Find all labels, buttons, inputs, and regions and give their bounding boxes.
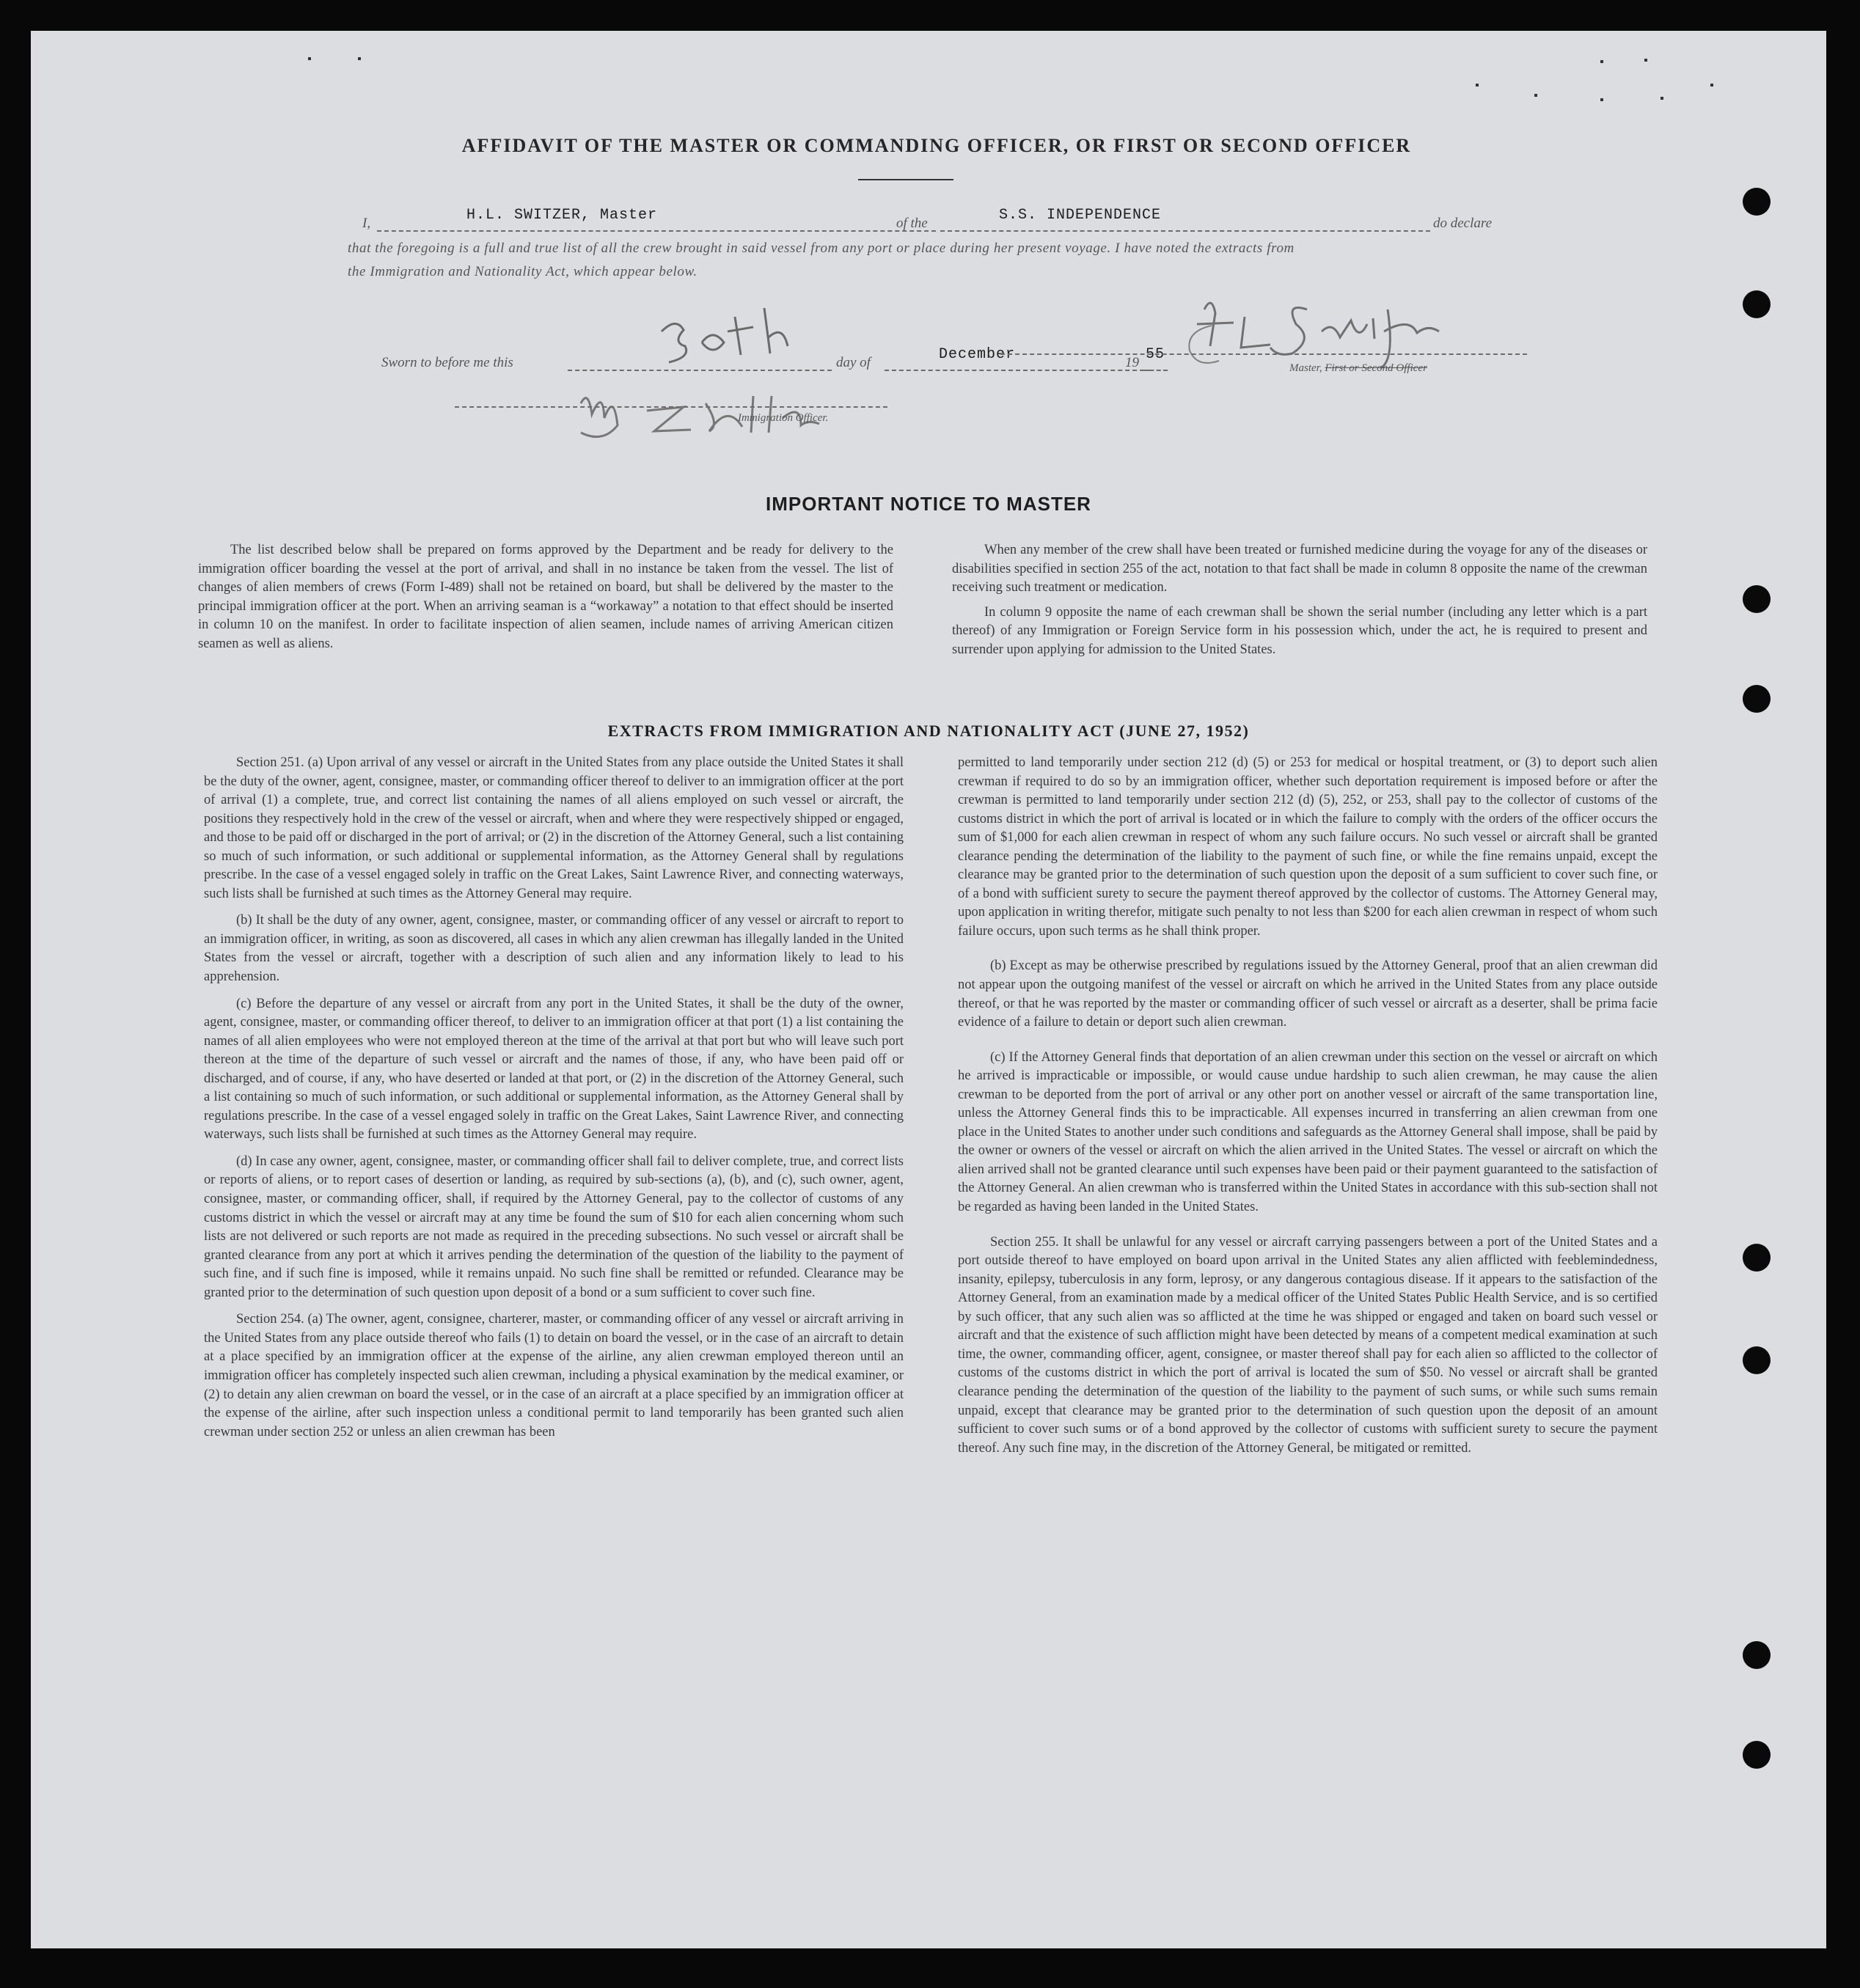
binder-hole — [1743, 1244, 1771, 1272]
signer-title-label — [1289, 362, 1427, 375]
year-value: 55 — [1146, 346, 1165, 363]
do-declare-label: do declare — [1433, 216, 1493, 231]
day-of-label: day of — [836, 355, 871, 370]
scan-speck — [1644, 59, 1647, 62]
name-line — [377, 230, 936, 232]
extracts-title: EXTRACTS FROM IMMIGRATION AND NATIONALITY ACT (JUNE 27, 1952) — [607, 722, 1250, 740]
scan-speck — [1476, 84, 1479, 87]
section-251-a: Section 251. (a) Upon arrival of any vessel or aircraft in the United States from any place outside the United States it shall be the duty of the owner, agent, consignee, master, or commanding officer thereof to deliver to an immigration officer at the port of arrival (1) a complete, true, and correct list containing the names of all aliens employed on such vessel or aircraft, the positions they respectively hold in the crew of the vessel or aircraft, when and where they were respectively shipped or engaged, and those to be paid off or discharged in the port of arrival; or (2) in the discretion of the Attorney General, such a list containing so much of such information, or such additional or supplemental information, as the Attorney General shall by regulations prescribe. In the case of a vessel engaged solely in traffic on the Great Lakes, Saint Lawrence River, and connecting waterways, such lists shall be furnished at such times as the Attorney General may require. — [204, 755, 904, 901]
of-the-label: of the — [896, 216, 928, 231]
month-line — [885, 370, 1151, 371]
i-label: I, — [362, 216, 371, 231]
year-line — [1143, 370, 1168, 371]
affidavit-title: AFFIDAVIT OF THE MASTER OR COMMANDING OFFICER, OR FIRST OR SECOND OFFICER — [461, 135, 1412, 156]
scan-speck — [1600, 98, 1603, 101]
declaration-line-1: that the foregoing is a full and true list of all the crew brought in said vessel from any port or place during her present voyage. I have noted the extracts from — [348, 241, 1295, 256]
extracts-left-column — [204, 754, 904, 1450]
vessel-name: S.S. INDEPENDENCE — [999, 207, 1162, 224]
binder-hole — [1743, 1741, 1771, 1769]
section-251-d: (d) In case any owner, agent, consignee, master, or commanding officer shall fail to deliver complete, true, and correct lists or reports of aliens, or to report cases of desertion or landing, as required by sub-sections (a), (b), and (c), such owner, agent, consignee, master, or commanding officer, shall, if required by the Attorney General, pay to the collector of customs of any customs district in which the vessel or aircraft may at any time be found the sum of $10 for each alien concerning whom such lists are not delivered or such reports are not made as required in the preceding subsections. No such vessel or aircraft shall be granted clearance from any port at which it arrives pending the determination of the question of the liability to the payment of such fine, and if such fine is imposed, while it remains unpaid. No such fine shall be remitted or refunded. Clearance may be granted prior to the determination of such question upon deposit of a bond or a sum sufficient to cover such fine. — [204, 1153, 904, 1300]
month-value: December — [939, 346, 1016, 363]
section-254-a: Section 254. (a) The owner, agent, consignee, charterer, master, or commanding officer of any vessel or aircraft arriving in the United States from any place outside thereof who fails (1) to detain on board the vessel, or in the case of an aircraft to detain at a place specified by an immigration officer at the expense of the airline, any alien crewman employed thereon until an immigration officer has completely inspected such alien crewman, including a physical examination by the medical examiner, or (2) to detain any alien crewman on board the vessel, or in the case of an aircraft at a place specified by an immigration officer at the expense of the airline, after such inspection unless a conditional permit to land temporarily has been granted such alien crewman under section 252 or unless an alien crewman has been — [204, 1312, 904, 1439]
day-handwriting — [654, 302, 823, 375]
signer-title: Master, — [1289, 362, 1322, 374]
signature-line — [1000, 353, 1527, 355]
sworn-label: Sworn to before me this — [381, 355, 513, 370]
declaration-line-2: the Immigration and Nationality Act, which appear below. — [348, 264, 698, 279]
scan-speck — [1710, 84, 1713, 87]
scan-speck — [358, 57, 361, 60]
section-251-c: (c) Before the departure of any vessel or aircraft from any port in the United States, it shall be the duty of the owner, agent, consignee, master, or commanding officer thereof, to deliver to an immigration officer at that port (1) a list containing the names of all alien employees who were not employed thereon at the time of the arrival at that port but who will leave such port thereon at the time of the departure of such vessel or aircraft and the names of those, if any, who have been paid off or discharged, and of course, if any, who have deserted or landed at that port, or (2) in the discretion of the Attorney General, such a list containing so much of such information, or such additional or supplemental information, as the Attorney General shall by regulations prescribe. In the case of a vessel engaged solely in traffic on the Great Lakes, Saint Lawrence River, and connecting waterways, such lists shall be furnished at such times as the Attorney General may require. — [204, 996, 904, 1142]
binder-hole — [1743, 188, 1771, 216]
signer-struck-title: First or Second Officer — [1325, 362, 1427, 374]
section-254-a-continued: permitted to land temporarily under section 212 (d) (5) or 253 for medical or hospital treatment, or (3) to deport such alien crewman if required to do so by an immigration officer, whether such deportation requirement is imposed before or after the crewman is permitted to land temporarily under section 212 (d) (5), 252, or 253, shall pay to the collector of customs of the customs district in which the port of arrival is located or in which the failure to comply with the orders of the officer occurs the sum of $1,000 for each alien crewman in respect of whom any such failure occurs. No such vessel or aircraft shall be granted clearance pending the determination of the liability to the payment of such fine, or while the fine remains unpaid, except the clearance may be granted prior to the determination of such question upon the deposit of a sum sufficient to cover such fine, or of a bond with sufficient surety to secure the payment thereof approved by the collector of customs. The Attorney General may, upon application in writing therefor, mitigate such penalty to not less than $200 for each alien crewman in respect of whom such failure occurs, upon such terms as he shall think proper. — [958, 755, 1658, 939]
section-251-b: (b) It shall be the duty of any owner, agent, consignee, master, or commanding officer of any vessel or aircraft to report to an immigration officer, in writing, as soon as discovered, all cases in which any alien crewman has illegally landed in the United States from the vessel or aircraft, together with a description of such alien and any information likely to lead to his apprehension. — [204, 913, 904, 985]
document-page — [31, 31, 1826, 1948]
extracts-right-column — [958, 754, 1658, 1466]
master-signature — [1175, 280, 1483, 375]
officer-label: Immigration Officer. — [738, 412, 829, 424]
binder-hole — [1743, 1641, 1771, 1669]
notice-right-paragraph-1: When any member of the crew shall have been treated or furnished medicine during the voyage for any of the diseases or disabilities specified in section 255 of the act, notation to that fact shall be made in column 8 opposite the name of the crewman receiving such treatment or medication. — [952, 543, 1647, 595]
section-254-c: (c) If the Attorney General finds that deportation of an alien crewman under this section on the vessel or aircraft on which he arrived is impracticable or impossible, or would cause undue hardship to such alien crewman, he may cause the alien crewman to be deported from the port of arrival or any other port on another vessel or aircraft of the same transportation line, unless the Attorney General finds this to be impracticable. All expenses incurred in transferring an alien crewman from one place in the United States to another under such conditions and safeguards as the Attorney General shall impose, shall be paid by the owner or owners of the vessel or aircraft on which the alien arrived in the United States. The vessel or aircraft on which the alien arrived shall not be granted clearance until such expenses have been paid or their payment guaranteed to the satisfaction of the Attorney General. An alien crewman who is transferred within the United States in accordance with this sub-section shall not be regarded as having been landed in the United States. — [958, 1049, 1658, 1215]
scan-speck — [1534, 94, 1537, 97]
year-prefix: 19 — [1125, 355, 1139, 370]
binder-hole — [1743, 585, 1771, 613]
vessel-line — [940, 230, 1430, 232]
section-254-b: (b) Except as may be otherwise prescribed by regulations issued by the Attorney General, proof that an alien crewman did not appear upon the outgoing manifest of the vessel or aircraft on which he arrived in the United States from any place outside thereof, or that he was reported by the master or commanding officer of such vessel or aircraft as a deserter, shall be prima facie evidence of a failure to detain or deport such alien crewman. — [958, 958, 1658, 1030]
notice-right-paragraph-2: In column 9 opposite the name of each crewman shall be shown the serial number (including any letter which is a part thereof) of any Immigration or Foreign Service form in his possession which, under the act, he is required to present and surrender upon applying for admission to the United States. — [952, 604, 1647, 657]
title-rule — [858, 179, 953, 180]
section-255: Section 255. It shall be unlawful for any vessel or aircraft carrying passengers between a port of the United States and a port outside thereof to have employed on board upon arrival in the United States any alien afflicted with feeblemindedness, insanity, epilepsy, tuberculosis in any form, leprosy, or any dangerous contagious disease. If it appears to the satisfaction of the Attorney General, from an examination made by a medical officer of the United States Public Health Service, and is so certified by such officer, that any such alien was so afflicted at the time he was shipped or engaged and taken on board such vessel or aircraft and that the existence of such affliction might have been detected by means of a competent medical examination at such time, the owner, commanding officer, agent, consignee, or master thereof shall pay for each alien so afflicted to the collector of customs of the customs district in which the port of arrival is located the sum of $50. No vessel or aircraft shall be granted clearance pending the determination of the question of the liability to the payment of such sums, or while such sums remain unpaid, except that clearance may be granted prior to the determination of such question upon the deposit of an amount sufficient to cover such sums or of a bond approved by the collector of customs with sufficient surety to secure the payment thereof. Any such fine may, in the discretion of the Attorney General, be mitigated or remitted. — [958, 1234, 1658, 1456]
notice-left-paragraph: The list described below shall be prepared on forms approved by the Department and be ready for delivery to the immigration officer boarding the vessel at the port of arrival, and shall in no instance be taken from the vessel. The list of changes of alien members of crews (Form I-489) shall not be retained on board, but shall be delivered by the master to the principal immigration officer at the port. When an arriving seaman is a “workaway” a notation to that effect should be inserted in column 10 on the manifest. In order to facilitate inspection of alien seamen, include names of arriving American citizen seamen as well as aliens. — [198, 543, 893, 651]
notice-title: IMPORTANT NOTICE TO MASTER — [766, 493, 1091, 515]
notice-right-column — [952, 541, 1647, 666]
notice-left-column — [198, 541, 893, 660]
scan-speck — [1661, 97, 1663, 100]
scan-speck — [1600, 60, 1603, 63]
master-name: H.L. SWITZER, Master — [466, 207, 658, 224]
scan-speck — [308, 57, 311, 60]
binder-hole — [1743, 685, 1771, 713]
binder-hole — [1743, 1346, 1771, 1374]
officer-line — [455, 406, 887, 408]
binder-hole — [1743, 290, 1771, 318]
